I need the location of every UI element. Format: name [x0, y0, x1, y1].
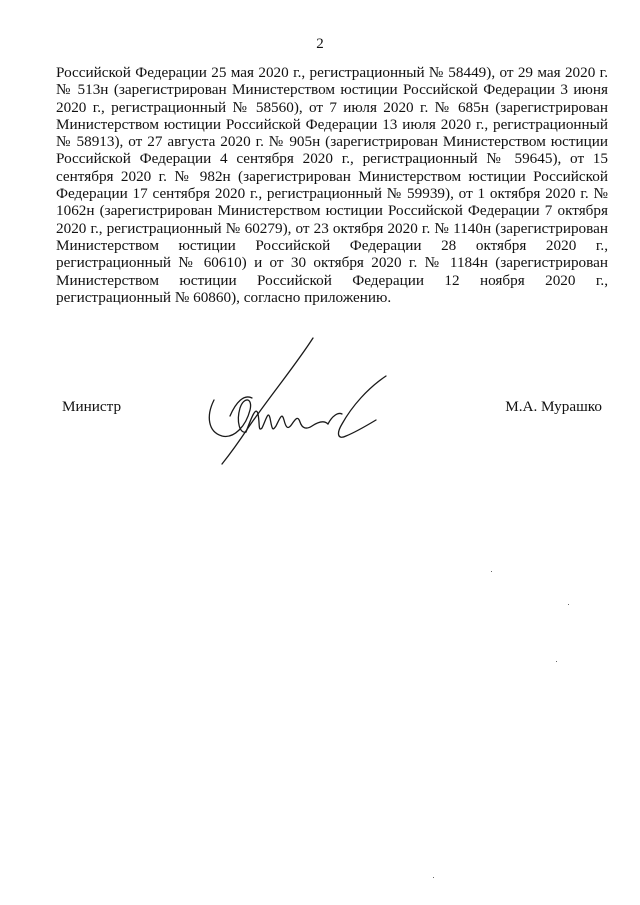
page-number: 2 — [316, 36, 324, 52]
signer-name: М.А. Мурашко — [505, 398, 602, 415]
body-paragraph: Российской Федерации 25 мая 2020 г., регистрационный № 58449), от 29 мая 2020 г. № 513н (зарегистрирован Министерством юстиции Российской Федерации 3 июня 2020 г., регистрационный № 58560), от 7 июля 2020 г. № 685н (зарегистрирован Министерством юстиции Российской Федерации 13 июля 2020 г., регистрационный № 58913), от 27 августа 2020 г. № 905н (зарегистрирован Министерством юстиции Российской Федерации 4 сентября 2020 г., регистрационный № 59645), от 15 сентября 2020 г. № 982н (зарегистрирован Министерством юстиции Российской Федерации 17 сентября 2020 г., регистрационный № 59939), от 1 октября 2020 г. № 1062н (зарегистрирован Министерством юстиции Российской Федерации 7 октября 2020 г., регистрационный № 60279), от 23 октября 2020 г. № 1140н (зарегистрирован Министерством юстиции Российской Федерации 28 октября 2020 г., регистрационный № 60610) и от 30 октября 2020 г. № 1184н (зарегистрирован Министерством юстиции Российской Федерации 12 ноября 2020 г., регистрационный № 60860), согласно приложению. — [56, 64, 608, 306]
scan-speck — [568, 604, 569, 605]
handwritten-signature — [200, 336, 390, 466]
signer-position: Министр — [62, 398, 122, 415]
scan-speck — [433, 877, 434, 878]
scan-speck — [491, 571, 492, 572]
scan-speck — [556, 661, 557, 662]
